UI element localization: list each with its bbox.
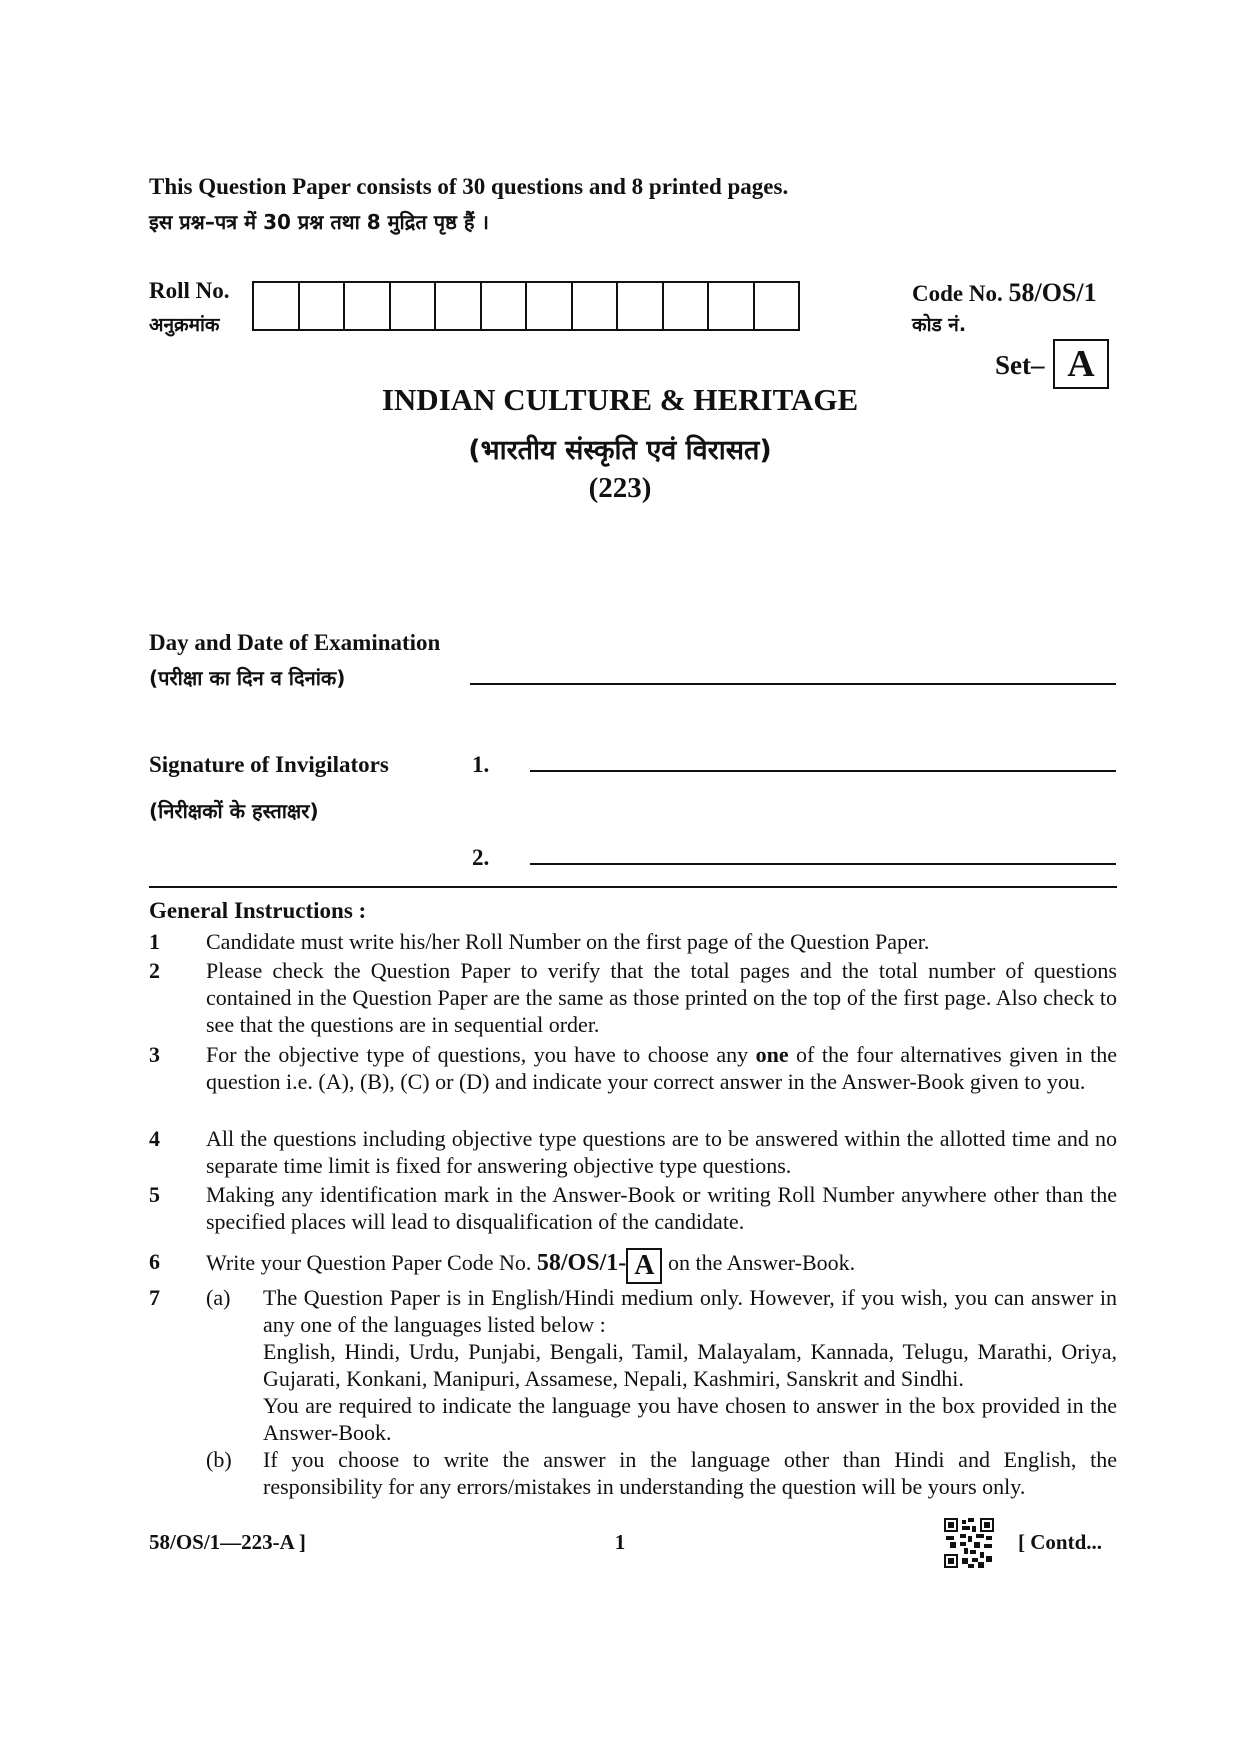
instruction-subitem-b [206, 1446, 1117, 1500]
instruction-number: 5 [149, 1182, 160, 1207]
roll-number-box[interactable] [482, 283, 528, 329]
signature-line-2[interactable] [530, 863, 1116, 865]
set-label: Set– [995, 350, 1045, 380]
instruction-text [206, 1041, 1117, 1095]
instruction-text: Making any identification mark in the Answer-Book or writing Roll Number anywhere other than the specified places will lead to disqualification of the candidate. [206, 1182, 1117, 1234]
invigilator-signature-label-hindi: (निरीक्षकों के हस्ताक्षर) [149, 799, 319, 823]
set-value-box: A [1053, 339, 1109, 389]
instruction-text: Please check the Question Paper to verify that the total pages and the total number of questions contained in the Question Paper are the same as those printed on the top of the first page. Also check to see that the questions are in sequential order. [206, 958, 1117, 1037]
instruction-item [149, 957, 1117, 1038]
instruction-item [149, 1041, 1117, 1095]
general-instructions-title: General Instructions : [149, 898, 367, 923]
roll-number-box[interactable] [436, 283, 482, 329]
subitem-label: (b) [206, 1447, 232, 1472]
roll-number-box[interactable] [755, 283, 799, 329]
code-number [912, 278, 1097, 308]
set-code-box: A [626, 1248, 662, 1284]
continued-marker: [ Contd... [1018, 1530, 1103, 1554]
instruction-number: 4 [149, 1126, 160, 1151]
instruction-text: Candidate must write his/her Roll Number on the first page of the Question Paper. [206, 929, 930, 954]
roll-number-box[interactable] [527, 283, 573, 329]
subject-code: (223) [588, 472, 652, 504]
roll-number-box[interactable] [709, 283, 755, 329]
instruction-number: 1 [149, 929, 160, 954]
invigilator-signature-label: Signature of Invigilators [149, 752, 389, 777]
roll-number-box[interactable] [618, 283, 664, 329]
roll-number-label: Roll No. [149, 278, 230, 303]
page-count-note: This Question Paper consists of 30 questions and 8 printed pages. [149, 174, 789, 199]
roll-number-box[interactable] [254, 283, 300, 329]
qr-code-icon [944, 1518, 994, 1568]
roll-number-box[interactable] [664, 283, 710, 329]
roll-number-box[interactable] [300, 283, 346, 329]
page-number: 1 [614, 1530, 626, 1554]
subitem-text: The Question Paper is in English/Hindi medium only. However, if you wish, you can answer in any one of the languages listed below : [263, 1285, 1117, 1337]
instruction-text-part: of the four alternatives given in the question i.e. (A), (B), (C) or (D) and indicate your correct answer in the Answer-Book given to you. [206, 1042, 1117, 1094]
instruction-text: All the questions including objective type questions are to be answered within the allotted time and no separate time limit is fixed for answering objective type questions. [206, 1126, 1117, 1178]
instruction-number: 2 [149, 958, 160, 983]
instruction-item [149, 1181, 1117, 1235]
instruction-number: 6 [149, 1249, 160, 1274]
instruction-emphasis: one [755, 1042, 789, 1067]
subitem-label: (a) [206, 1285, 231, 1310]
roll-number-box[interactable] [573, 283, 619, 329]
instruction-subitem-a [206, 1284, 1117, 1446]
roll-number-box[interactable] [391, 283, 437, 329]
exam-date-label-hindi: (परीक्षा का दिन व दिनांक) [149, 666, 346, 690]
instruction-number: 3 [149, 1042, 160, 1067]
signature-line-1[interactable] [530, 770, 1116, 772]
exam-date-label: Day and Date of Examination [149, 630, 441, 655]
roll-number-boxes[interactable] [252, 281, 800, 331]
subitem-text: If you choose to write the answer in the language other than Hindi and English, the responsibility for any errors/mistakes in understanding the question will be yours only. [263, 1447, 1117, 1499]
instruction-item [149, 1284, 1117, 1500]
code-number-label-hindi: कोड नं. [912, 314, 967, 336]
footer-paper-code: 58/OS/1—223-A ] [149, 1530, 306, 1554]
section-divider [149, 886, 1117, 888]
instruction-text [206, 1248, 1117, 1284]
instruction-text-part: on the Answer-Book. [662, 1250, 856, 1275]
instruction-text-part: For the objective type of questions, you have to choose any [206, 1042, 756, 1067]
instruction-item [149, 1248, 1117, 1284]
language-list: English, Hindi, Urdu, Punjabi, Bengali, Tamil, Malayalam, Kannada, Telugu, Marathi, Oriya, Gujarati, Konkani, Manipuri, Assamese, Nepali, Kashmiri, Sanskrit and Sindhi. [263, 1339, 1117, 1391]
subject-title: INDIAN CULTURE & HERITAGE [381, 382, 859, 417]
code-number-value: 58/OS/1 [1008, 278, 1097, 307]
signature-number-2: 2. [472, 845, 490, 870]
instruction-number: 7 [149, 1285, 160, 1310]
instruction-item [149, 928, 1117, 955]
roll-number-label-hindi: अनुक्रमांक [149, 314, 220, 336]
code-number-label: Code No. [912, 281, 1003, 306]
exam-date-write-line[interactable] [470, 683, 1116, 685]
roll-number-box[interactable] [345, 283, 391, 329]
subject-title-hindi: (भारतीय संस्कृति एवं विरासत) [468, 435, 772, 466]
instruction-item [149, 1125, 1117, 1179]
question-paper-code: 58/OS/1- [536, 1250, 627, 1276]
instruction-text-part: Write your Question Paper Code No. [206, 1250, 537, 1275]
subitem-text: You are required to indicate the language you have chosen to answer in the box provided in the Answer-Book. [263, 1393, 1117, 1445]
page-count-note-hindi: इस प्रश्न–पत्र में 30 प्रश्न तथा 8 मुद्रित पृष्ठ हैं । [149, 210, 489, 234]
signature-number-1: 1. [472, 752, 490, 777]
